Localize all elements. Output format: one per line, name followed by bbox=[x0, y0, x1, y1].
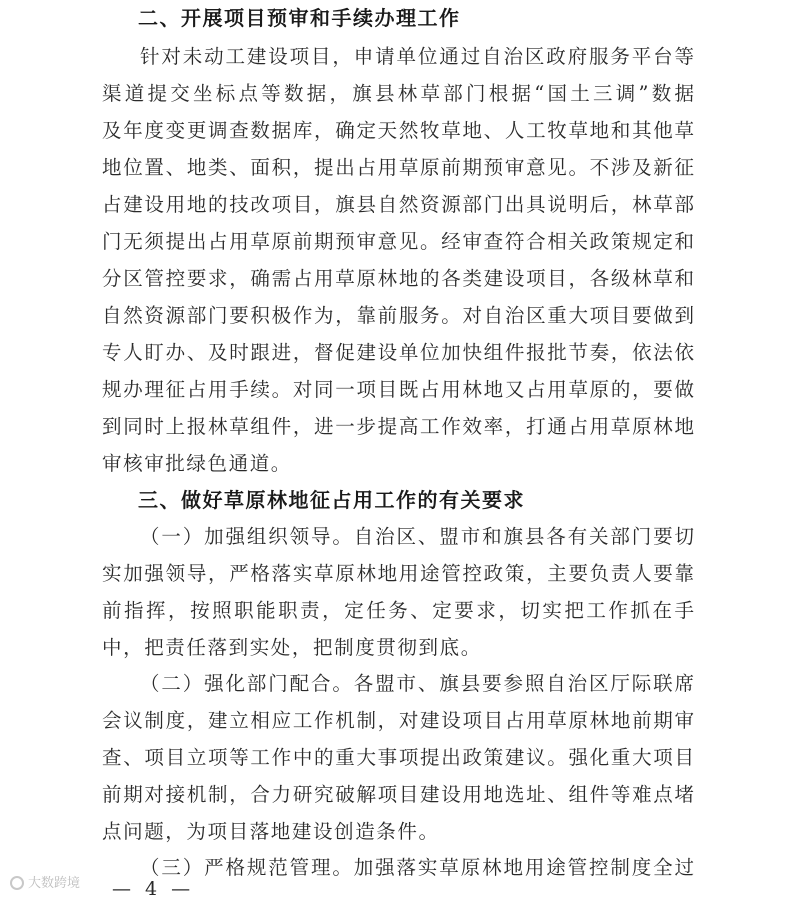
body-line: 规办理征占用手续。对同一项目既占用林地又占用草原的，要做 bbox=[102, 378, 694, 401]
body-line: 点问题，为项目落地建设创造条件。 bbox=[102, 820, 440, 843]
body-line: 前指挥，按照职能职责，定任务、定要求，切实把工作抓在手 bbox=[102, 599, 694, 622]
body-line: 地位置、地类、面积，提出占用草原前期预审意见。不涉及新征 bbox=[102, 156, 694, 179]
body-line: 针对未动工建设项目，申请单位通过自治区政府服务平台等 bbox=[140, 45, 694, 68]
watermark-text: 大数跨境 bbox=[28, 876, 81, 891]
body-line: 自然资源部门要积极作为，靠前服务。对自治区重大项目要做到 bbox=[102, 304, 694, 327]
body-line: 分区管控要求，确需占用草原林地的各类建设项目，各级林草和 bbox=[102, 267, 694, 290]
body-line: 及年度变更调查数据库，确定天然牧草地、人工牧草地和其他草 bbox=[102, 119, 694, 142]
body-line: 专人盯办、及时跟进，督促建设单位加快组件报批节奏，依法依 bbox=[102, 341, 694, 364]
body-line: （三）严格规范管理。加强落实草原林地用途管控制度全过 bbox=[140, 856, 694, 879]
section-two-heading: 二、开展项目预审和手续办理工作 bbox=[138, 6, 461, 30]
body-line: 占建设用地的技改项目，旗县自然资源部门出具说明后，林草部 bbox=[102, 193, 694, 216]
body-line: 查、项目立项等工作中的重大事项提出政策建议。强化重大项目 bbox=[102, 746, 694, 769]
watermark-logo-icon bbox=[10, 876, 24, 890]
body-line: 前期对接机制，合力研究破解项目建设用地选址、组件等难点堵 bbox=[102, 783, 694, 806]
body-line: （二）强化部门配合。各盟市、旗县要参照自治区厅际联席 bbox=[140, 672, 694, 695]
body-line: 会议制度，建立相应工作机制，对建设项目占用草原林地前期审 bbox=[102, 709, 694, 732]
body-line: 实加强领导，严格落实草原林地用途管控政策，主要负责人要靠 bbox=[102, 562, 694, 585]
page-number: — 4 — bbox=[112, 878, 195, 900]
body-line: 到同时上报林草组件，进一步提高工作效率，打通占用草原林地 bbox=[102, 415, 694, 438]
body-line: 中，把责任落到实处，把制度贯彻到底。 bbox=[102, 636, 482, 659]
body-line: 门无须提出占用草原前期预审意见。经审查符合相关政策规定和 bbox=[102, 230, 694, 253]
watermark bbox=[10, 872, 80, 891]
body-line: （一）加强组织领导。自治区、盟市和旗县各有关部门要切 bbox=[140, 525, 694, 548]
body-line: 渠道提交坐标点等数据，旗县林草部门根据“国土三调”数据 bbox=[102, 82, 694, 105]
body-line: 审核审批绿色通道。 bbox=[102, 452, 292, 475]
section-three-heading: 三、做好草原林地征占用工作的有关要求 bbox=[138, 488, 525, 512]
